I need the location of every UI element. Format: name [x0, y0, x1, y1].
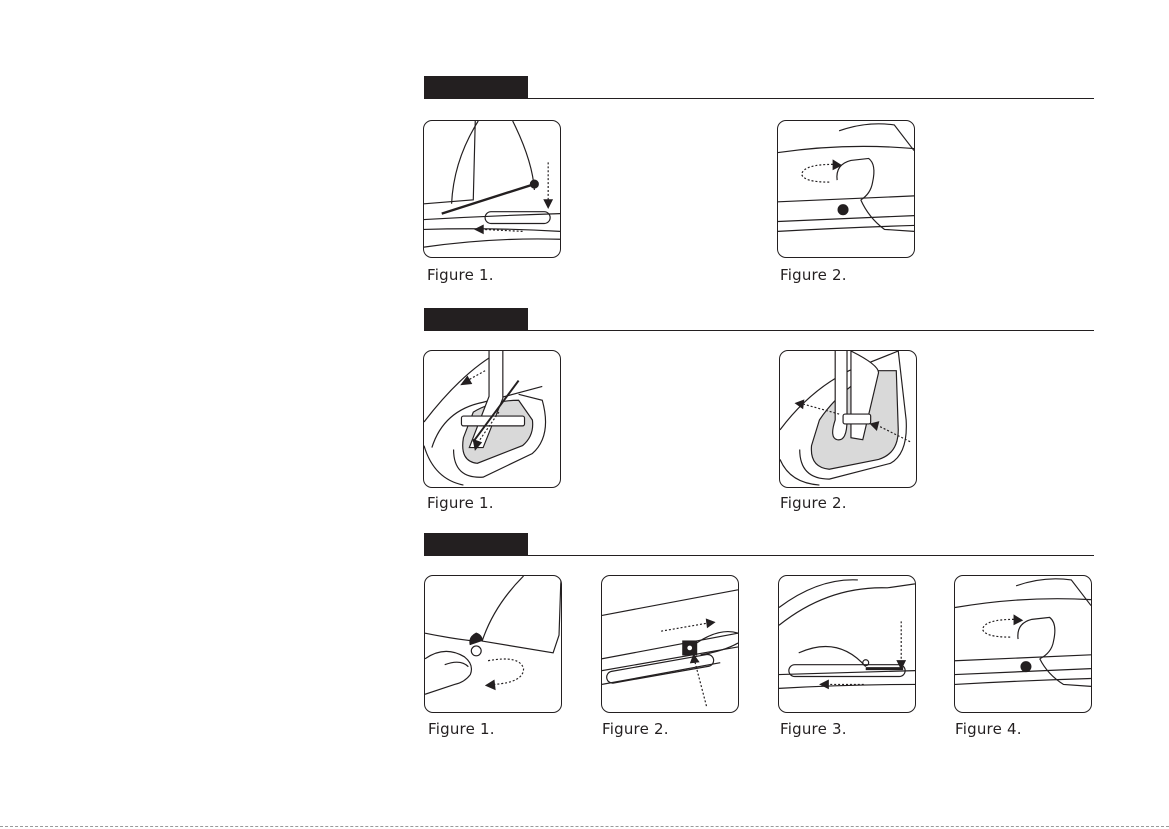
- section-2-figure-1-caption: Figure 1.: [427, 494, 494, 512]
- section-3-figure-3-caption: Figure 3.: [780, 720, 847, 738]
- section-2-figure-2-caption: Figure 2.: [780, 494, 847, 512]
- section-2-figure-2-illustration: [779, 350, 917, 488]
- section-3-rule: [528, 555, 1094, 556]
- section-3-figure-1-illustration: [424, 575, 562, 713]
- section-2-figure-1-illustration: [423, 350, 561, 488]
- section-1-header-bar: [424, 76, 528, 99]
- section-3-figure-3-illustration: [778, 575, 916, 713]
- page-cut-line: [0, 826, 1169, 827]
- section-1-figure-1-caption: Figure 1.: [427, 266, 494, 284]
- section-3-figure-4-illustration: [954, 575, 1092, 713]
- section-3-figure-1-caption: Figure 1.: [428, 720, 495, 738]
- section-3-figure-2-illustration: [601, 575, 739, 713]
- section-1-figure-2-caption: Figure 2.: [780, 266, 847, 284]
- section-3-figure-4-caption: Figure 4.: [955, 720, 1022, 738]
- section-1-figure-2-illustration: [777, 120, 915, 258]
- section-3-figure-2-caption: Figure 2.: [602, 720, 669, 738]
- section-1-figure-1-illustration: [423, 120, 561, 258]
- section-3-header-bar: [424, 533, 528, 556]
- section-2-rule: [528, 330, 1094, 331]
- section-1-rule: [528, 98, 1094, 99]
- section-2-header-bar: [424, 308, 528, 331]
